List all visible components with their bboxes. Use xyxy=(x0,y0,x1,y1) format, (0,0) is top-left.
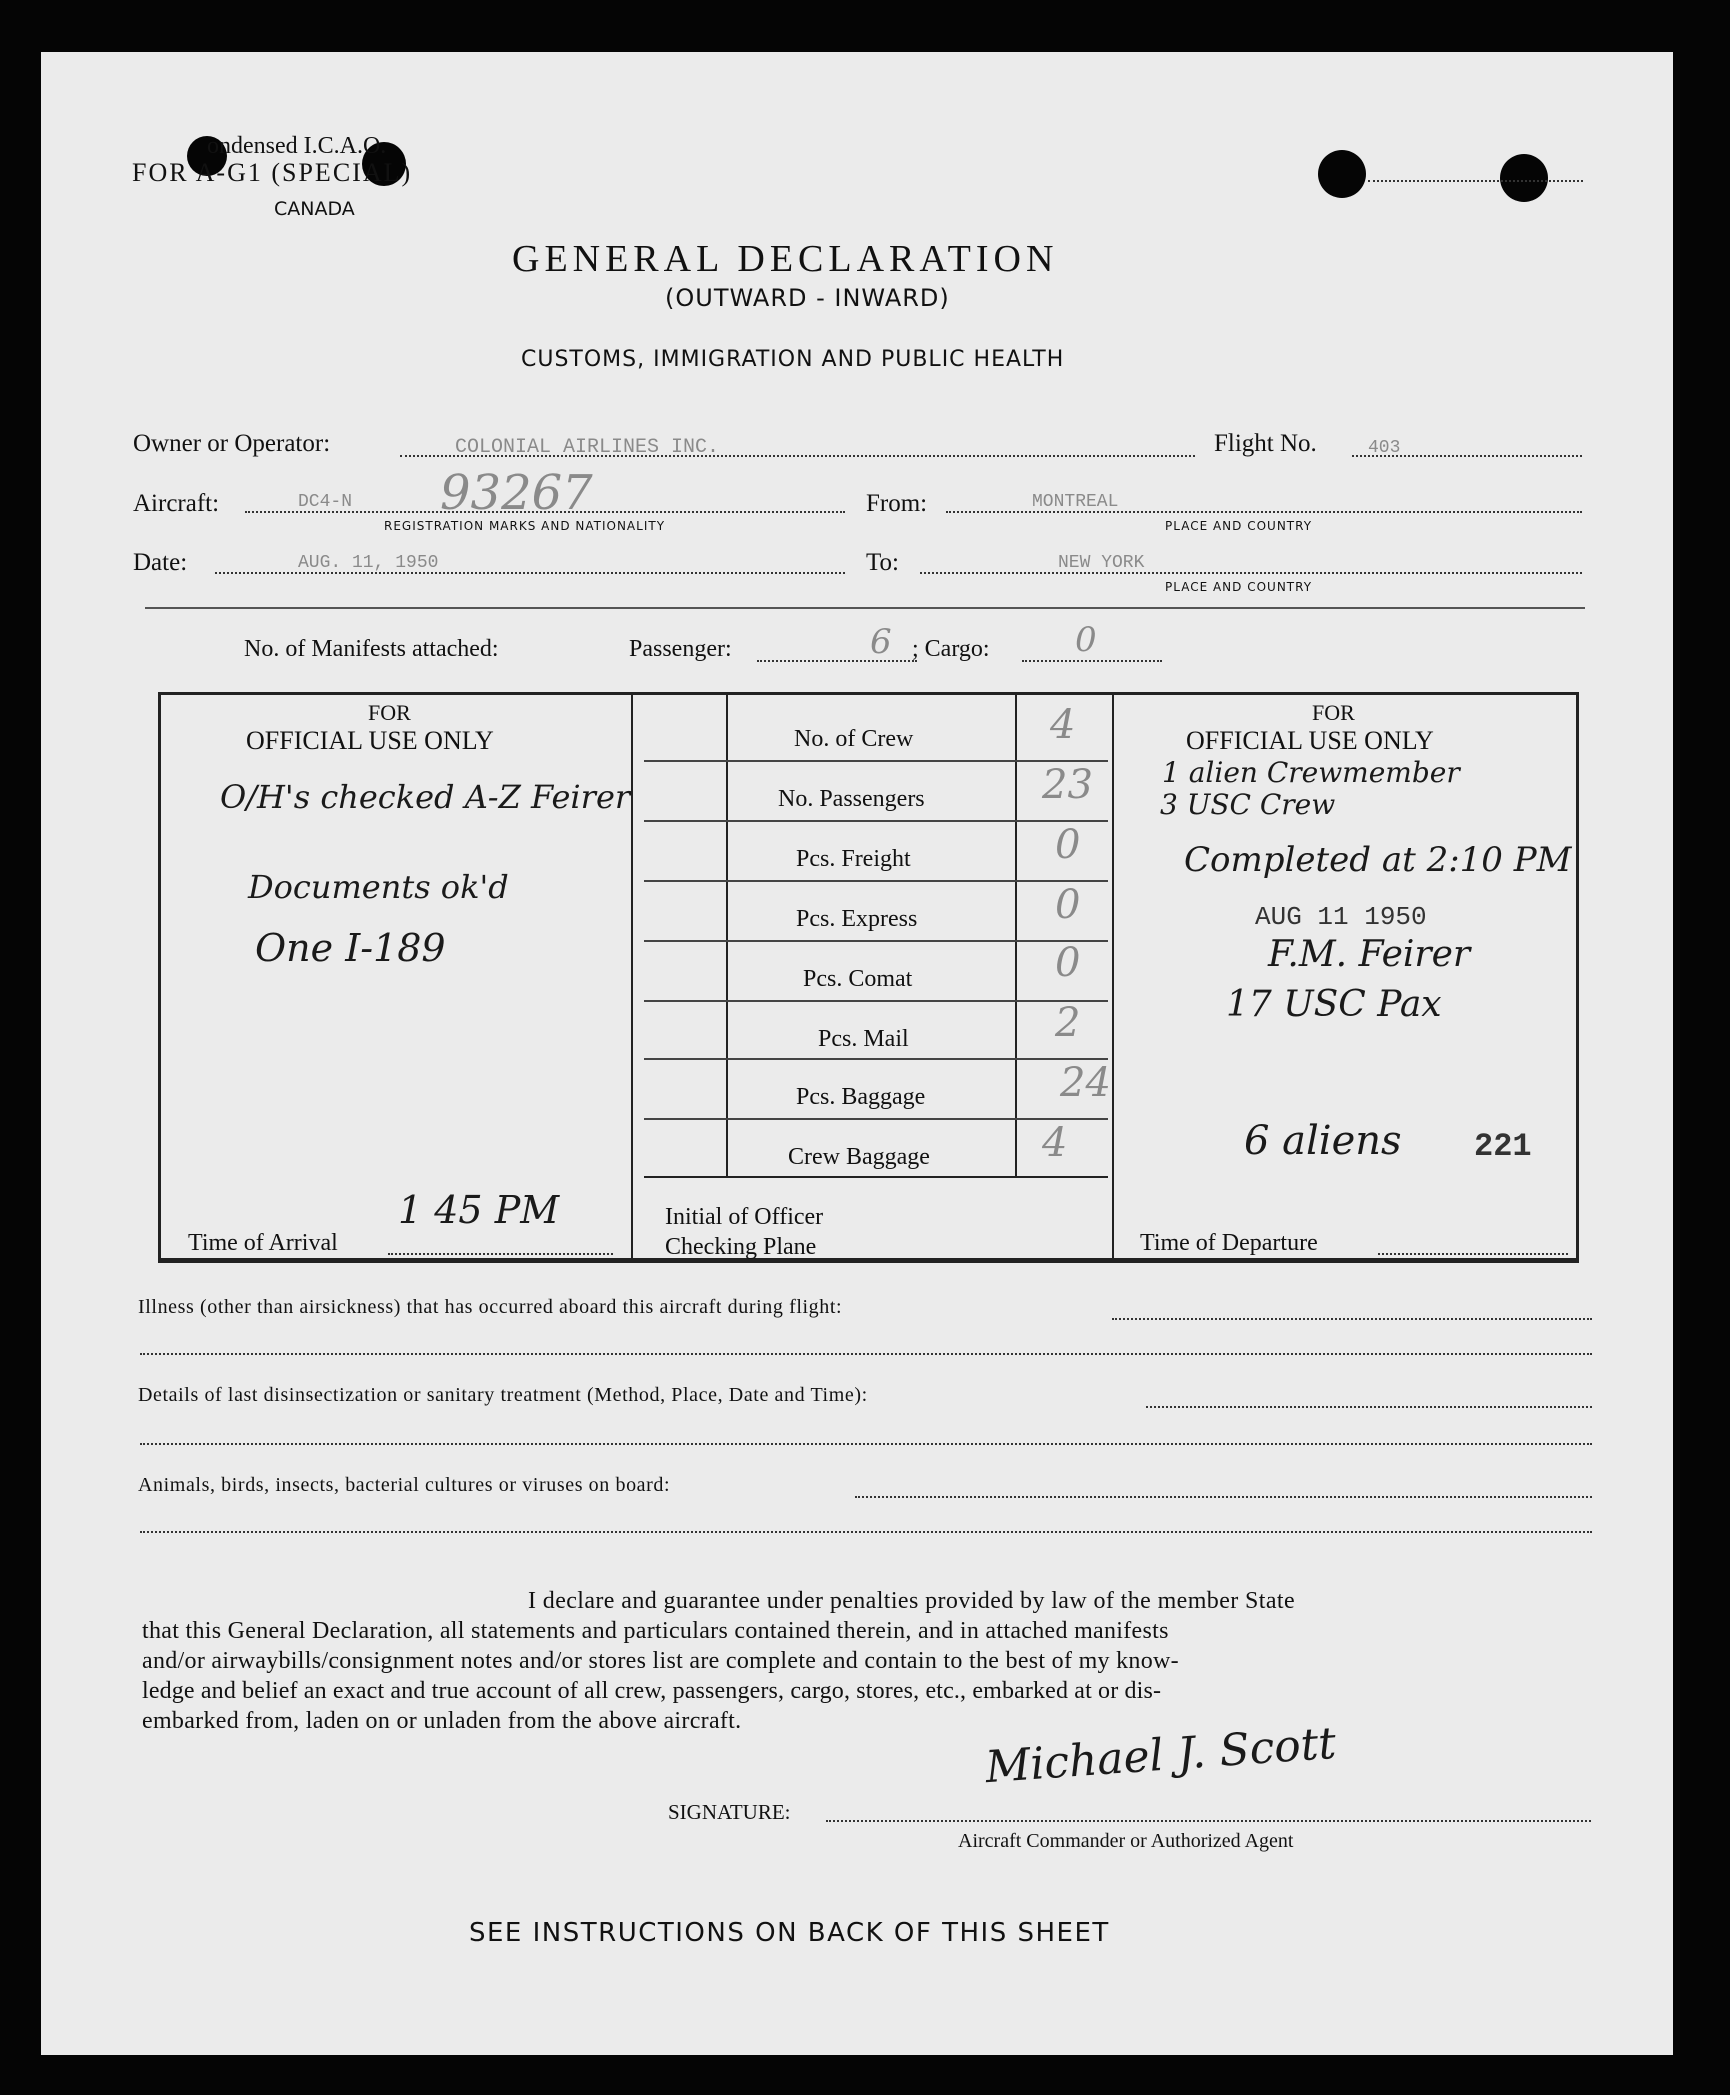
row-rule-1 xyxy=(644,760,1108,762)
right-official-label: OFFICIAL USE ONLY xyxy=(1186,726,1434,755)
box-divider-5 xyxy=(644,1176,1108,1178)
owner-value[interactable]: COLONIAL AIRLINES INC. xyxy=(455,436,720,459)
time-arrival-label: Time of Arrival xyxy=(188,1230,338,1256)
box-divider-1 xyxy=(631,692,633,1263)
cargo-manifest-label: ; Cargo: xyxy=(912,636,990,662)
illness-line-2[interactable] xyxy=(140,1353,1592,1355)
box-bottom-inner xyxy=(158,1258,1579,1261)
manifests-label: No. of Manifests attached: xyxy=(244,636,499,662)
owner-label: Owner or Operator: xyxy=(133,430,331,457)
time-arrival-value[interactable]: 1 45 PM xyxy=(398,1188,560,1232)
left-note-1: O/H's checked A-Z Feirer xyxy=(220,778,631,816)
row-value-crew[interactable]: 4 xyxy=(1050,702,1076,748)
form-code-line-2: FOR A-G1 (SPECIAL) xyxy=(132,158,413,187)
to-label: To: xyxy=(866,549,899,576)
disinsectization-line-2[interactable] xyxy=(140,1443,1592,1445)
page-subtitle: (OUTWARD - INWARD) xyxy=(665,284,950,312)
animals-line-2[interactable] xyxy=(140,1531,1592,1533)
left-note-2: Documents ok'd xyxy=(248,868,509,906)
date-label: Date: xyxy=(133,549,188,576)
cargo-manifest-line xyxy=(1022,660,1162,662)
from-place-caption: PLACE AND COUNTRY xyxy=(1165,519,1313,533)
signature-label: SIGNATURE: xyxy=(668,1800,791,1824)
row-value-crew-baggage[interactable]: 4 xyxy=(1042,1120,1068,1166)
illness-label: Illness (other than airsickness) that has occurred aboard this aircraft during flight: xyxy=(138,1296,843,1318)
from-label: From: xyxy=(866,490,928,517)
officer-signature: F.M. Feirer xyxy=(1268,934,1471,975)
flight-value[interactable]: 403 xyxy=(1368,438,1401,458)
header-divider xyxy=(145,607,1585,609)
time-departure-line xyxy=(1378,1253,1568,1255)
row-rule-6 xyxy=(644,1058,1108,1060)
row-label-crew: No. of Crew xyxy=(794,726,914,752)
passenger-manifest-label: Passenger: xyxy=(629,636,732,662)
signature-caption: Aircraft Commander or Authorized Agent xyxy=(958,1830,1294,1852)
right-note-3: Completed at 2:10 PM xyxy=(1184,840,1572,880)
right-note-1: 1 alien Crewmember xyxy=(1162,756,1460,789)
right-note-221: 221 xyxy=(1474,1128,1532,1165)
page-title: GENERAL DECLARATION xyxy=(512,238,1059,280)
row-label-comat: Pcs. Comat xyxy=(803,966,913,992)
passenger-manifest-value[interactable]: 6 xyxy=(870,622,892,662)
right-note-aliens: 6 aliens xyxy=(1244,1118,1402,1164)
left-note-3: One I-189 xyxy=(255,926,446,970)
row-value-mail[interactable]: 2 xyxy=(1055,1000,1081,1046)
date-value[interactable]: AUG. 11, 1950 xyxy=(298,553,439,573)
from-value[interactable]: MONTREAL xyxy=(1032,492,1119,512)
row-value-freight[interactable]: 0 xyxy=(1055,822,1081,868)
section-heading: CUSTOMS, IMMIGRATION AND PUBLIC HEALTH xyxy=(521,347,1065,372)
animals-label: Animals, birds, insects, bacterial cultures or viruses on board: xyxy=(138,1474,671,1496)
row-rule-3 xyxy=(644,880,1108,882)
row-label-passengers: No. Passengers xyxy=(778,786,925,812)
aircraft-label: Aircraft: xyxy=(133,490,220,517)
passenger-manifest-line xyxy=(757,660,917,662)
cargo-manifest-value[interactable]: 0 xyxy=(1075,620,1097,660)
signature-line[interactable] xyxy=(826,1820,1591,1822)
row-label-mail: Pcs. Mail xyxy=(818,1026,909,1052)
row-rule-4 xyxy=(644,940,1108,942)
aircraft-handwritten: 93267 xyxy=(440,465,593,521)
commander-signature: Michael J. Scott xyxy=(983,1717,1338,1794)
box-divider-3 xyxy=(1015,692,1017,1176)
row-label-freight: Pcs. Freight xyxy=(796,846,911,872)
box-divider-4 xyxy=(1112,692,1114,1263)
right-note-2: 3 USC Crew xyxy=(1160,788,1336,821)
left-for-label: FOR xyxy=(368,700,411,725)
declaration-line-1: I declare and guarantee under penalties provided by law of the member State xyxy=(528,1588,1296,1614)
registration-caption: REGISTRATION MARKS AND NATIONALITY xyxy=(384,519,666,533)
to-place-caption: PLACE AND COUNTRY xyxy=(1165,580,1313,594)
row-label-baggage: Pcs. Baggage xyxy=(796,1084,926,1110)
declaration-line-5: embarked from, laden on or unladen from the above aircraft. xyxy=(142,1708,742,1734)
footer-instructions: SEE INSTRUCTIONS ON BACK OF THIS SHEET xyxy=(469,1918,1110,1948)
right-note-usc-pax: 17 USC Pax xyxy=(1226,984,1442,1025)
aircraft-value[interactable]: DC4-N xyxy=(298,492,353,512)
row-value-comat[interactable]: 0 xyxy=(1055,940,1081,986)
row-rule-5 xyxy=(644,1000,1108,1002)
punch-hole-right xyxy=(1318,150,1366,198)
box-divider-2 xyxy=(726,692,728,1176)
time-departure-label: Time of Departure xyxy=(1140,1230,1318,1256)
declaration-line-4: ledge and belief an exact and true account of all crew, passengers, cargo, stores, etc., embarked at or dis- xyxy=(142,1678,1162,1704)
to-line xyxy=(920,572,1582,574)
form-code-line-1: ondensed I.C.A.O. xyxy=(207,133,387,159)
illness-line-1[interactable] xyxy=(1112,1318,1592,1320)
to-value[interactable]: NEW YORK xyxy=(1058,553,1145,573)
time-arrival-line xyxy=(388,1253,613,1255)
row-value-baggage[interactable]: 24 xyxy=(1060,1060,1111,1106)
declaration-line-2: that this General Declaration, all statements and particulars contained therein, and in attached manifests xyxy=(142,1618,1169,1644)
row-rule-7 xyxy=(644,1118,1108,1120)
row-label-crew-baggage: Crew Baggage xyxy=(788,1144,930,1170)
punch-hole-right-2 xyxy=(1500,154,1548,202)
received-date-stamp: AUG 11 1950 xyxy=(1255,902,1427,932)
header-dotted-rule xyxy=(1368,180,1583,182)
declaration-line-3: and/or airwaybills/consignment notes and/or stores list are complete and contain to the best of my know- xyxy=(142,1648,1179,1674)
row-rule-2 xyxy=(644,820,1108,822)
disinsectization-label: Details of last disinsectization or sanitary treatment (Method, Place, Date and Time): xyxy=(138,1384,868,1406)
left-official-label: OFFICIAL USE ONLY xyxy=(246,726,494,755)
right-for-label: FOR xyxy=(1312,700,1355,725)
disinsectization-line-1[interactable] xyxy=(1146,1406,1592,1408)
row-label-express: Pcs. Express xyxy=(796,906,918,932)
row-value-express[interactable]: 0 xyxy=(1055,882,1081,928)
flight-label: Flight No. xyxy=(1214,430,1317,457)
initial-officer-label-2: Checking Plane xyxy=(665,1234,817,1260)
row-value-passengers[interactable]: 23 xyxy=(1042,762,1093,808)
form-country: CANADA xyxy=(274,198,355,220)
initial-officer-label-1: Initial of Officer xyxy=(665,1204,824,1230)
animals-line-1[interactable] xyxy=(855,1496,1592,1498)
